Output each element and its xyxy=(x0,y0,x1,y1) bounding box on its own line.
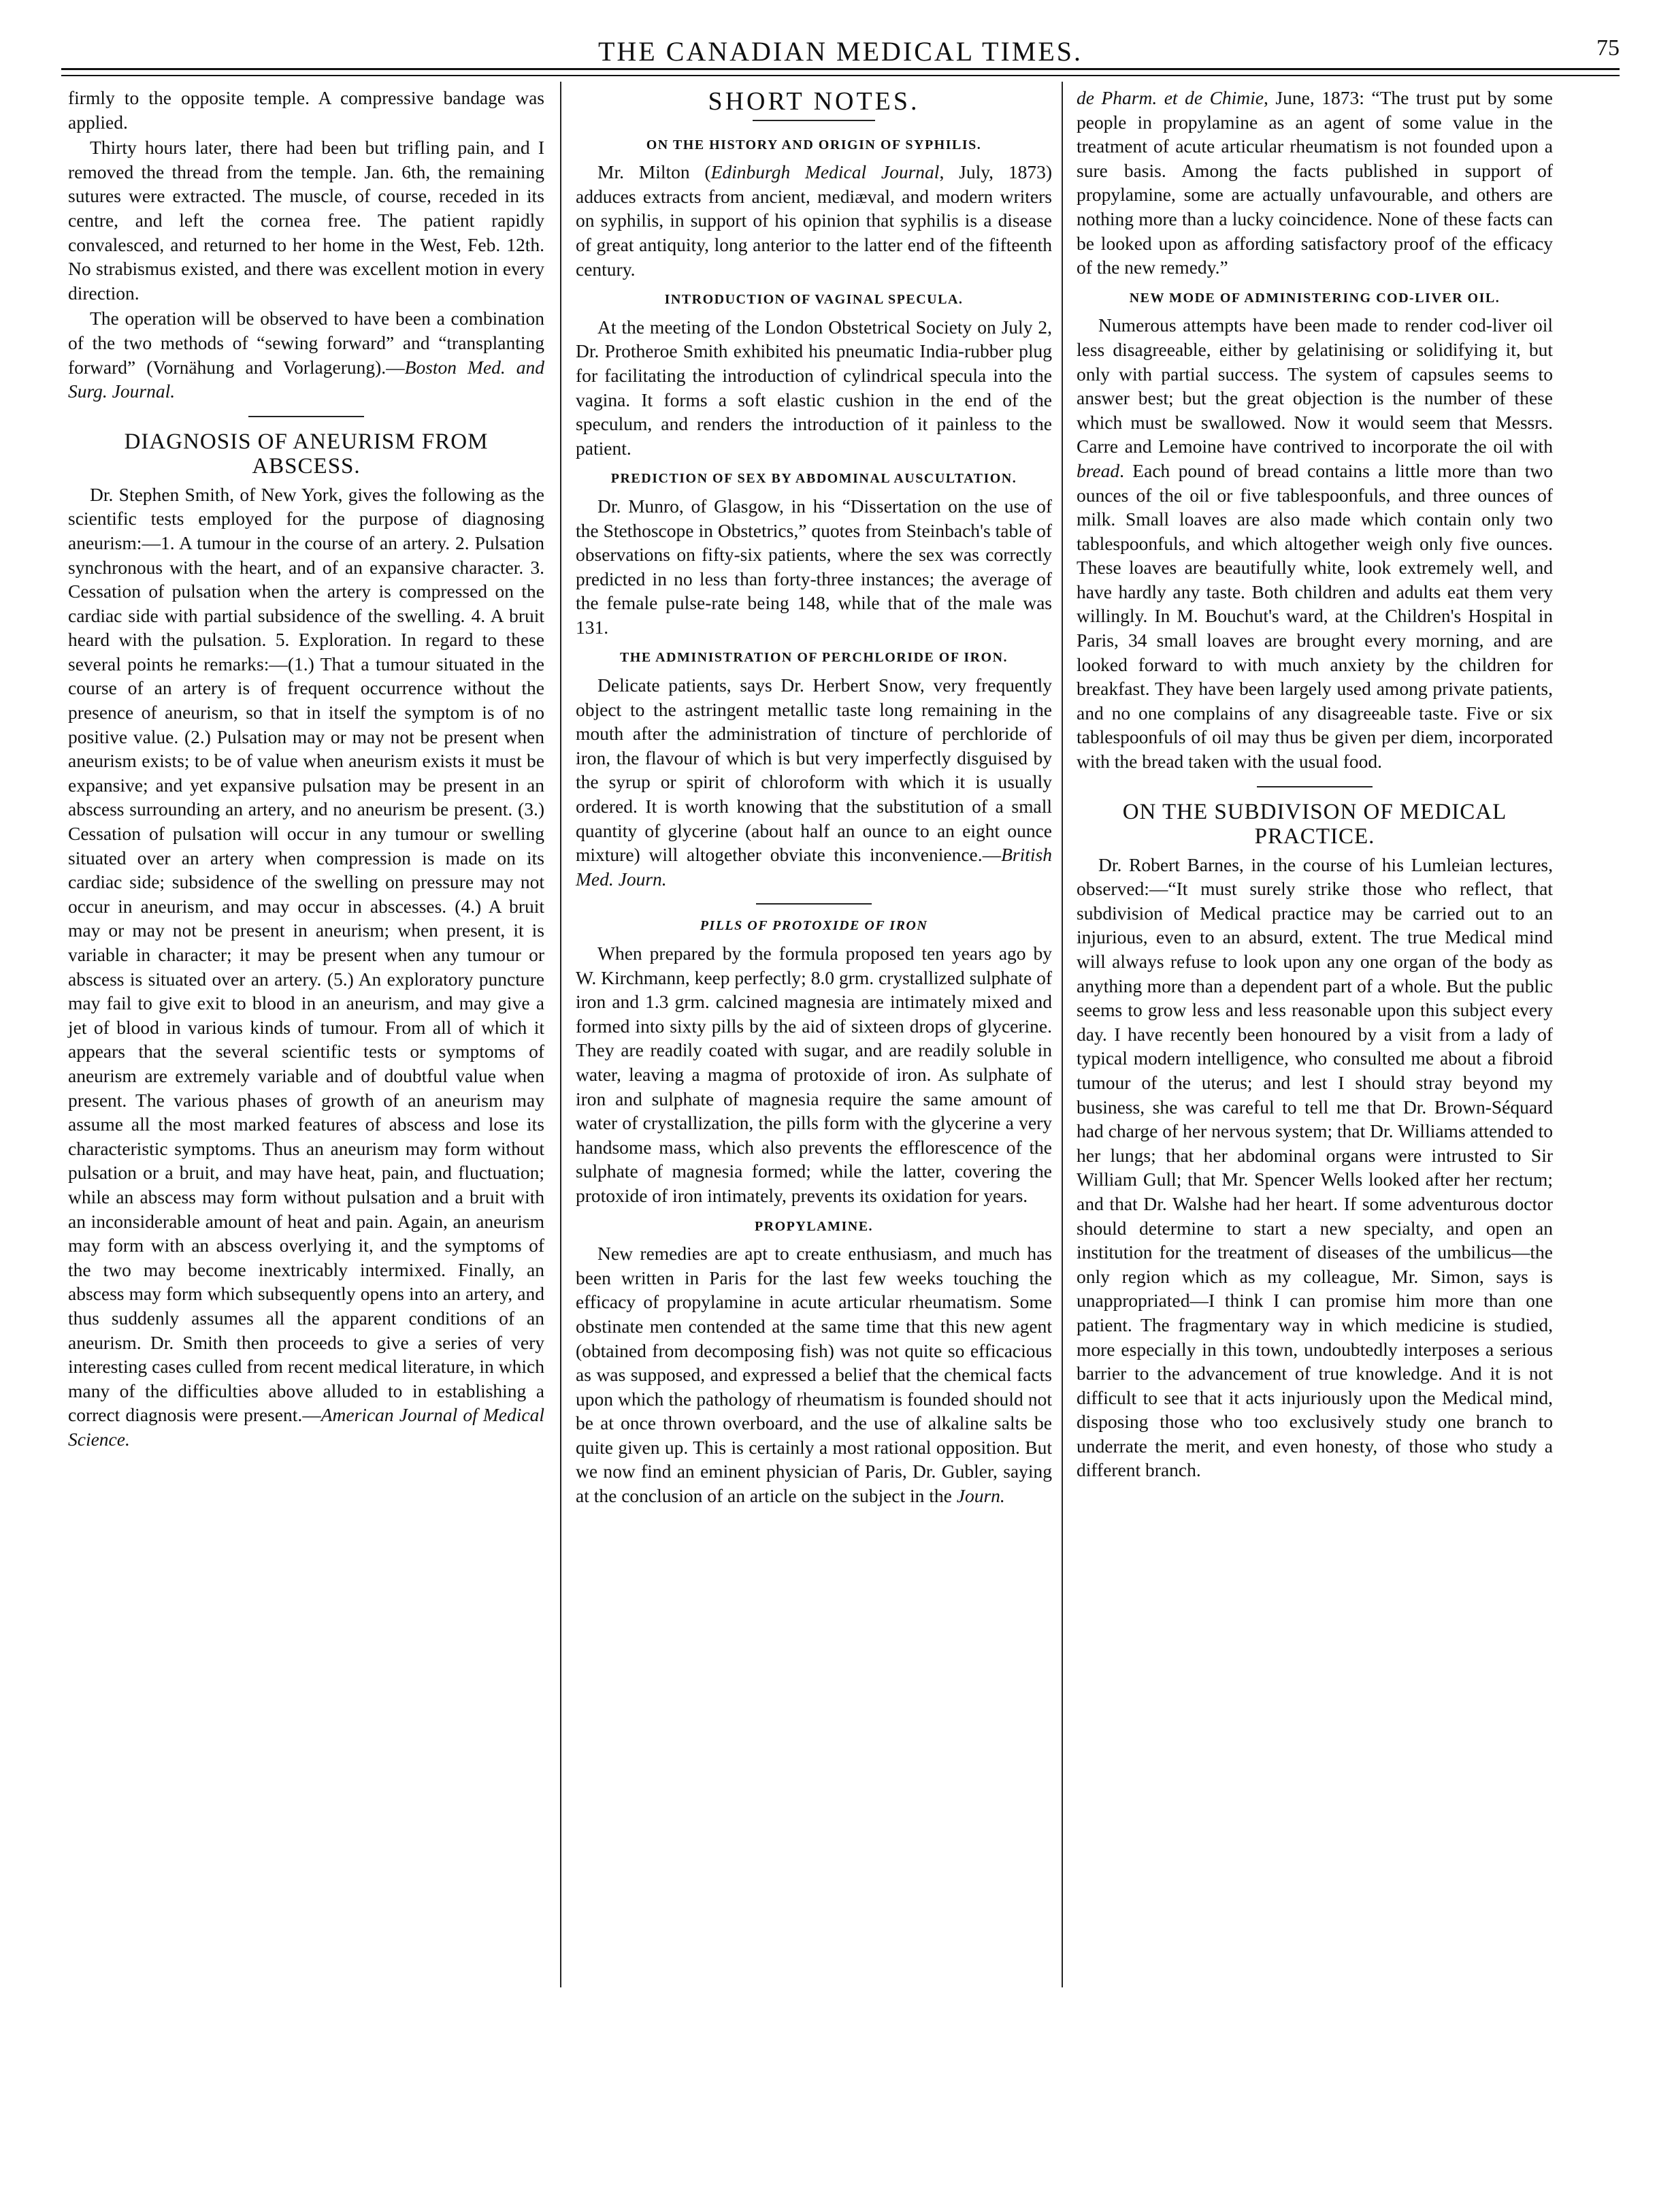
paragraph-text: , July, 1873) adduces extracts from ancient, mediæval, and modern writers on syphilis, in support of his opinion that syphilis is a disease of great antiquity, long anterior to the latter end of the fifteenth century. xyxy=(576,161,1053,280)
paragraph-text: The operation will be observed to have been a combination of the two methods of “sewing forward” and “transplanting forward” (Vornähung and Vorlagerung).— xyxy=(68,308,544,378)
source-citation: British Med. Journ. xyxy=(576,844,1052,890)
page-number: 75 xyxy=(1596,35,1620,61)
running-head xyxy=(61,33,1620,67)
source-citation: de Pharm. et de Chimie xyxy=(1077,87,1264,108)
paragraph xyxy=(68,483,544,1452)
paragraph xyxy=(1077,86,1553,280)
subhead-propylamine: PROPYLAMINE. xyxy=(754,1218,874,1234)
column-middle xyxy=(576,86,1052,1510)
paragraph: At the meeting of the London Obstetrical Society on July 2, Dr. Protheroe Smith exhibited his pneumatic India-rubber plug for facilitating the introduction of cylindrical specula into the vagina. It forms a soft elastic cushion in the end of the speculum, and renders the introduction of it painless to the patient. xyxy=(576,316,1052,459)
paragraph: Dr. Munro, of Glasgow, in his “Dissertation on the use of the Stethoscope in Obstetrics,” quotes from Steinbach's table of observations on fifty-six patients, where the sex was correctly predicted in no less than forty-three instances; the average of the female pulse-rate being 148, while that of the male was 131. xyxy=(576,495,1052,638)
section-rule xyxy=(248,416,364,417)
paragraph-text: Numerous attempts have been made to render cod-liver oil less disagreeable, either by gelatinising or solidifying it, but only with partial success. The system of capsules seems to answer best; but the great objection is the number of these which must be swallowed. Now it would seem that Messrs. Carre and Lemoine have contrived to incorporate the oil with xyxy=(1077,314,1553,457)
header-rule xyxy=(61,68,1620,70)
paragraph-text: . Each pound of bread contains a little more than two ounces of the oil or five tablespoonfuls, and three ounces of milk. Small loaves are also made which contain only two tablespoonfuls, and which altogether weigh only five ounces. These loaves are beautifully white, look extremely well, and have hardly any taste. Both children and adults eat them very willingly. In M. Bouchut's ward, at the Children's Hospital in Paris, 34 small loaves are brought every morning, and are looked forward to with much anxiety by the children for breakfast. They have been largely used among private patients, and no one complains of any disagreeable taste. Five or six tablespoonfuls of oil may thus be given per diem, incorporated with the bread taken with the usual food. xyxy=(1077,459,1553,772)
subhead-perchloride: THE ADMINISTRATION OF PERCHLORIDE OF IRON. xyxy=(619,650,1008,666)
paragraph-text: Delicate patients, says Dr. Herbert Snow, very frequently object to the astringent metallic taste long remaining in the mouth after the administration of tincture of perchloride of iron, the flavour of which is but very imperfectly disguised by the syrup or spirit of chloroform with which it is usually ordered. It is worth knowing that the substitution of a small quantity of glycerine (about half an ounce to an eight ounce mixture) will altogether obviate this inconvenience.— xyxy=(576,674,1052,866)
paragraph-text: New remedies are apt to create enthusiasm, and much has been written in Paris for the last few weeks touching the efficacy of propylamine in acute articular rheumatism. Some obstinate men contended at the same time that this new agent (obtained from decomposing fish) was not quite so efficacious as was supposed, and expressed a belief that the chemical facts upon which the pathology of rheumatism is founded should not be at once thrown overboard, and the use of alkaline salts be quite given up. This is certainly a most rational opposition. But we now find an eminent physician of Paris, Dr. Gubler, saying at the conclusion of an article on the subject in the xyxy=(576,1243,1052,1507)
subhead-pills: PILLS OF PROTOXIDE OF IRON xyxy=(700,918,928,934)
source-citation: Boston Med. and Surg. Journal. xyxy=(68,356,544,402)
journal-title: THE CANADIAN MEDICAL TIMES. xyxy=(597,36,1083,67)
subhead-cod-liver-oil: NEW MODE OF ADMINISTERING COD-LIVER OIL. xyxy=(1129,290,1500,306)
source-citation: American Journal of Medical Science. xyxy=(68,1404,544,1450)
section-rule xyxy=(756,903,872,905)
short-notes-title: SHORT NOTES. xyxy=(708,87,920,116)
subhead-specula: INTRODUCTION OF VAGINAL SPECULA. xyxy=(664,292,964,308)
emphasis: bread xyxy=(1077,459,1120,481)
paragraph xyxy=(1077,313,1553,773)
header-rule-thin xyxy=(61,75,1620,76)
section-rule xyxy=(1257,786,1373,787)
title-rule xyxy=(753,120,875,121)
source-citation: Edinburgh Medical Journal xyxy=(710,161,940,183)
column-divider xyxy=(560,82,561,1987)
paragraph: Dr. Robert Barnes, in the course of his Lumleian lectures, observed:—“It must surely strike those who reflect, that subdivision of Medical practice may be carried out to an injurious, even to an absurd, extent. The true Medical mind will always refuse to look upon any one organ of the body as anything more than a dependent part of a whole. But the public seems to grow less and less reasonable upon this subject every day. I have recently been honoured by a visit from a lady of typical modern intelligence, who consulted me about a fibroid tumour of the uterus; and lest I should stray beyond my business, she was careful to tell me that Dr. Brown-Séquard had charge of her nervous system; that Dr. Williams attended to her lungs; that her abdominal organs were intrusted to Sir William Gull; that Mr. Spencer Wells looked after her rectum; and that Dr. Walshe had her heart. If some adventurous doctor should determine to start a new specialty, and open an institution for the treatment of diseases of the umbilicus—the only region which as my colleague, Mr. Simon, says is unappropriated—I think I can promise him more than one patient. The fragmentary way in which medicine is studied, more especially in this town, undoubtedly interposes a serious barrier to the advancement of true knowledge. And it is not difficult to see that it acts injuriously upon the Medical mind, disposing those who too exclusively study one branch to underrate the merit, and even honesty, of those who study a different branch. xyxy=(1077,853,1553,1481)
column-right xyxy=(1077,86,1553,1484)
paragraph-text: Mr. Milton ( xyxy=(597,161,711,183)
paragraph xyxy=(576,673,1052,891)
paragraph xyxy=(576,160,1052,281)
paragraph: Thirty hours later, there had been but trifling pain, and I removed the thread from the temple. Jan. 6th, the remaining sutures were extracted. The muscle, of course, receded in its centre, and left the cornea free. The patient rapidly convalesced, and returned to her home in the West, Feb. 12th. No strabismus existed, and there was excellent motion in every direction. xyxy=(68,137,544,304)
paragraph: When prepared by the formula proposed ten years ago by W. Kirchmann, keep perfectly; 8.0 grm. crystallized sulphate of iron and 1.3 grm. calcined magnesia are intimately mixed and formed into sixty pills by the aid of sixteen drops of glycerine. They are readily coated with sugar, and are readily soluble in water, leaving a magma of protoxide of iron. As sulphate of iron and sulphate of magnesia require the same amount of water of crystallization, the pills form with the glycerine a very handsome mass, which also prevents the efflorescence of the sulphate of magnesia formed; while the latter, covering the protoxide of iron intimately, prevents its oxidation for years. xyxy=(576,943,1053,1206)
subhead-syphilis: ON THE HISTORY AND ORIGIN OF SYPHILIS. xyxy=(646,137,982,152)
paragraph-text: , June, 1873: “The trust put by some people in propylamine as an agent of some value in the treatment of acute articular rheumatism is not founded upon a sure basis. Among the facts published in support of propylamine, some are actually unfavourable, and others are nothing more than a lucky coincidence. None of these facts can be looked upon as affording satisfactory proof of the efficacy of the new remedy.” xyxy=(1077,87,1553,278)
section-title-subdivision: ON THE SUBDIVISON OF MEDICAL PRACTICE. xyxy=(1122,799,1507,849)
paragraph: firmly to the opposite temple. A compressive bandage was applied. xyxy=(68,87,544,133)
column-divider xyxy=(1062,82,1063,1987)
source-citation: Journ. xyxy=(956,1485,1005,1507)
paragraph xyxy=(576,1241,1052,1508)
paragraph xyxy=(68,306,544,403)
paragraph-text: Dr. Stephen Smith, of New York, gives the following as the scientific tests employed for the purpose of diagnosing aneurism:—1. A tumour in the course of an artery. 2. Pulsation synchronous with the heart, and of an expansive character. 3. Cessation of pulsation when the artery is compressed on the cardiac side with partial subsidence of the swelling. 4. A bruit heard with the pulsation. 5. Exploration. In regard to these several points he remarks:—(1.) That a tumour situated in the course of an artery is of frequent occurrence without the presence of aneurism, so that in itself the symptom is of no positive value. (2.) Pulsation may or may not be present when aneurism exists; to be of value when aneurism exists it must be expansive; and yet expansive pulsation may be present in an abscess surrounding an artery, and no aneurism be present. (3.) Cessation of pulsation will occur in any tumour or swelling situated over an artery when compression is made on its cardiac side; subsidence of the swelling on pressure may not occur in aneurism, and may occur in abscesses. (4.) A bruit may or may not be present in aneurism; when present, it is variable in character; it may be present when any tumour or abscess is situated over an artery. (5.) An exploratory puncture may fail to give exit to blood in an aneurism, and may give a jet of blood in various kinds of tumour. From all of which it appears that the several scientific tests or symptoms of aneurism are extremely variable and of doubtful value when present. The various phases of growth of an aneurism may assume all the most marked features of abscess and lose its characteristic symptoms. Thus an aneurism may form without pulsation or a bruit, and may have heat, pain, and fluctuation; while an abscess may form without pulsation and a bruit with an inconsiderable amount of heat and pain. Again, an aneurism may form with an abscess overlying it, and the symptoms of the two may become inextricably intermixed. Finally, an abscess may form which subsequently opens into an artery, and thus suddenly assumes all the apparent conditions of an aneurism. Dr. Smith then proceeds to give a series of very interesting cases culled from recent medical literature, in which many of the difficulties above alluded to in establishing a correct diagnosis were present.— xyxy=(68,483,544,1426)
subhead-sex-prediction: PREDICTION OF SEX BY ABDOMINAL AUSCULTATION. xyxy=(610,471,1017,487)
section-title-aneurism: DIAGNOSIS OF ANEURISM FROM ABSCESS. xyxy=(124,429,489,478)
column-left xyxy=(68,86,544,1452)
